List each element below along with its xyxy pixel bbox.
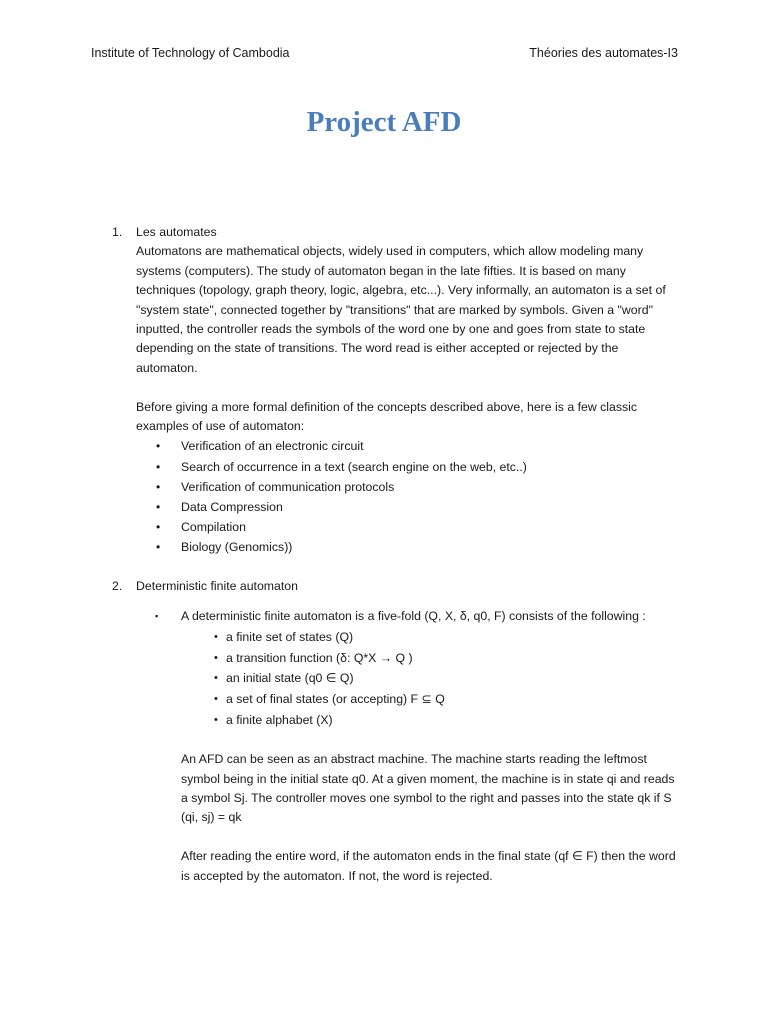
section-number: 2. <box>112 579 123 594</box>
definition-text: A deterministic finite automaton is a five-fold (Q, X, δ, q0, F) consists of the following : <box>181 609 646 624</box>
list-item: • Verification of communication protocols <box>136 477 671 497</box>
bullet-icon: • <box>214 630 218 643</box>
list-item: • a transition function (δ: Q*X → Q ) <box>181 648 671 669</box>
page-title: Project AFD <box>306 106 462 138</box>
machine-paragraph: An AFD can be seen as an abstract machine. The machine starts reading the leftmost symbol being in the initial state q0. At a given moment, the machine is in state qi and reads a symbol Sj. The controller moves one symbol to the right and passes into the state qk if S (qi, sj) = qk <box>181 752 675 825</box>
components-list <box>181 627 671 731</box>
list-item: • Verification of an electronic circuit <box>136 436 671 456</box>
section-dfa <box>112 577 676 886</box>
examples-intro-paragraph: Before giving a more formal definition of the concepts described above, here is a few classic examples of use of automaton: <box>136 399 638 434</box>
bullet-icon: • <box>156 479 161 494</box>
square-bullet-icon: ▪ <box>155 611 159 622</box>
intro-paragraph: Automatons are mathematical objects, widely used in computers, which allow modeling many systems (computers). The study of automaton began in the late fifties. It is based on many techniques (topology, graph theory, logic, algebra, etc...). Very informally, an automaton is a set of "system state", connected together by "transitions" that are marked by symbols. Given a "word" inputted, the controller reads the symbols of the word one by one and goes from state to state depending on the state of transitions. The word read is either accepted or rejected by the automaton. <box>136 244 666 375</box>
list-item: • Biology (Genomics)) <box>136 537 671 557</box>
bullet-icon: • <box>214 651 218 664</box>
bullet-icon: • <box>214 672 218 685</box>
section-heading: Les automates <box>136 225 217 239</box>
list-item: • Data Compression <box>136 497 671 517</box>
bullet-icon: • <box>156 439 161 454</box>
examples-list <box>136 436 671 557</box>
document-body <box>0 223 768 886</box>
section-number: 1. <box>112 225 123 239</box>
list-item: • Compilation <box>136 517 671 537</box>
list-item: • a finite alphabet (X) <box>181 710 671 731</box>
bullet-icon: • <box>156 540 161 555</box>
bullet-icon: • <box>214 693 218 706</box>
header-institution: Institute of Technology of Cambodia <box>91 46 290 60</box>
header-course: Théories des automates-I3 <box>529 46 678 60</box>
acceptance-paragraph: After reading the entire word, if the automaton ends in the final state (qf ∈ F) then the word is accepted by the automaton. If not, the word is rejected. <box>181 849 676 883</box>
bullet-icon: • <box>156 459 161 474</box>
list-item: • Search of occurrence in a text (search engine on the web, etc..) <box>136 457 671 477</box>
bullet-icon: • <box>156 520 161 535</box>
definition-block <box>155 607 676 886</box>
list-item: • a finite set of states (Q) <box>181 627 671 648</box>
list-item: • a set of final states (or accepting) F ⊆ Q <box>181 689 671 710</box>
bullet-icon: • <box>156 500 161 515</box>
section-heading: Deterministic finite automaton <box>136 579 298 594</box>
section-automates <box>112 223 671 558</box>
bullet-icon: • <box>214 714 218 727</box>
list-item: • an initial state (q0 ∈ Q) <box>181 668 671 689</box>
